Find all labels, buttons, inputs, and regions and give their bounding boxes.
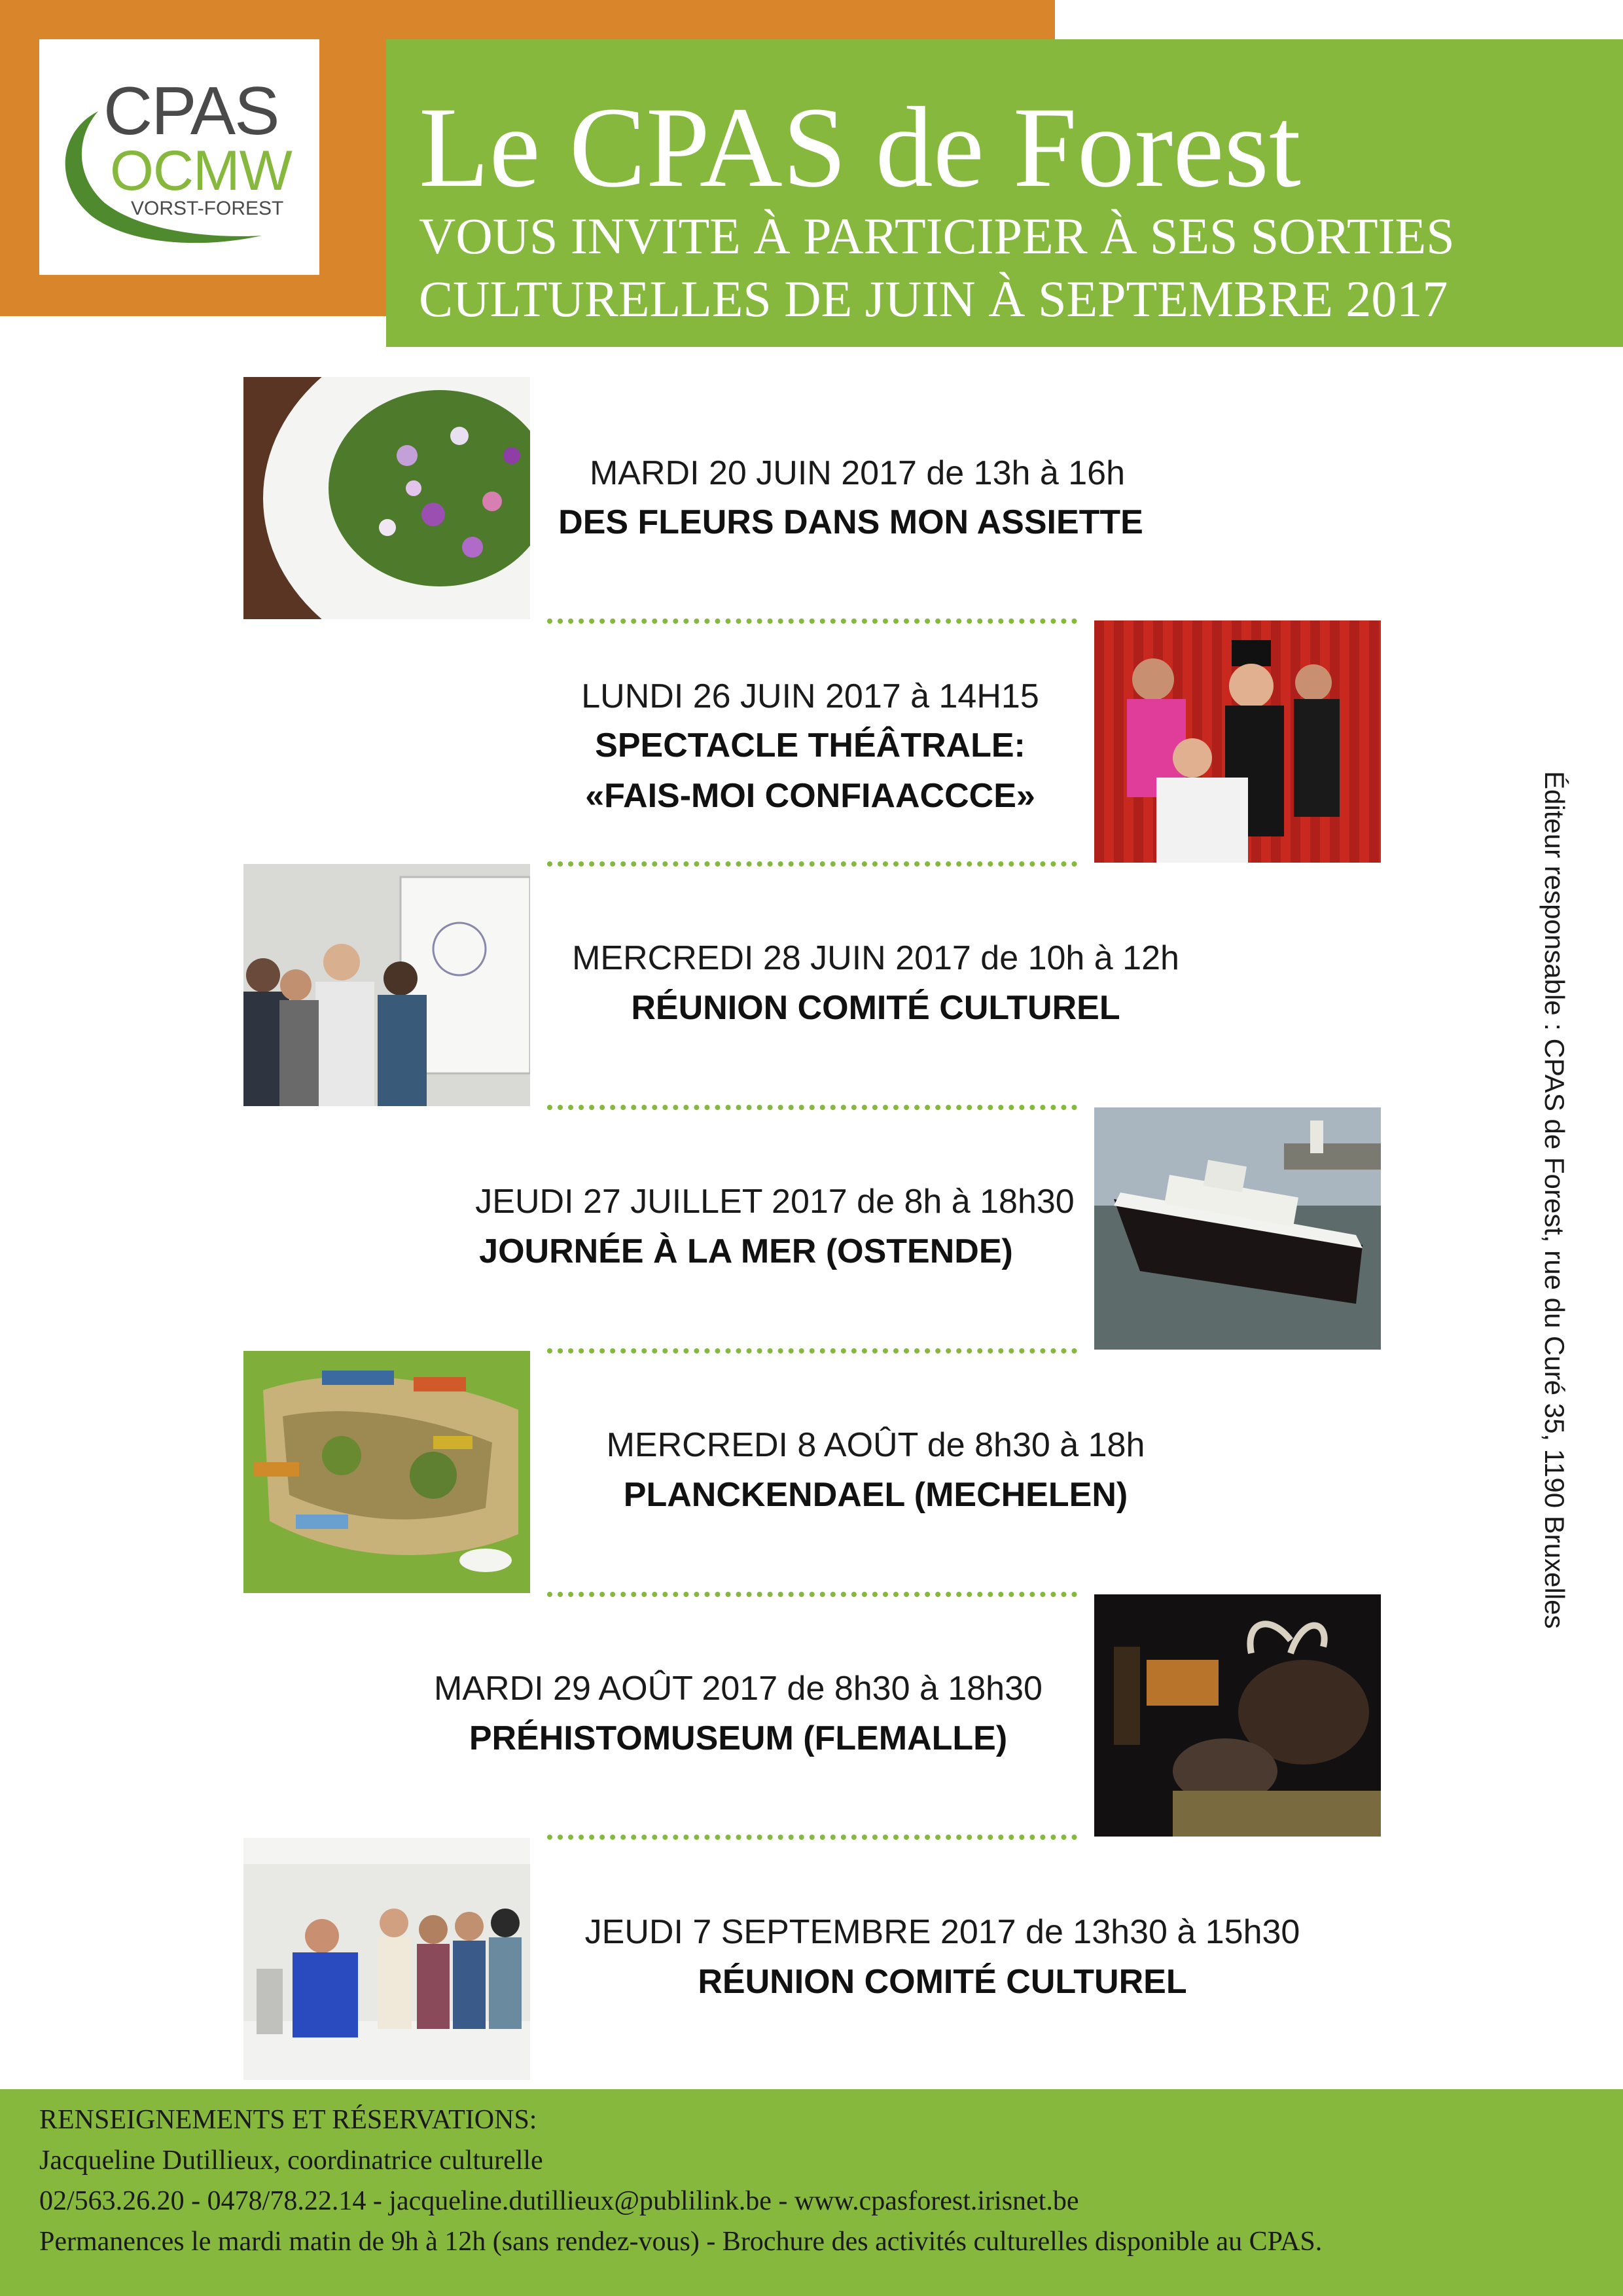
footer-contact-details: 02/563.26.20 - 0478/78.22.14 - jacqueline.dutillieux@publilink.be - www.cpasforest.irisnet.be [39, 2186, 1079, 2216]
publisher-note: Éditeur responsable : CPAS de Forest, rue du Curé 35, 1190 Bruxelles [1539, 771, 1570, 1629]
event-title: RÉUNION COMITÉ CULTUREL [698, 1963, 1187, 2001]
footer-contact-name: Jacqueline Dutillieux, coordinatrice culturelle [39, 2145, 543, 2176]
logo-ocmw-text: OCMW [110, 139, 292, 202]
event-title: JOURNÉE À LA MER (OSTENDE) [479, 1232, 1013, 1270]
dotted-divider [547, 1835, 1077, 1840]
event-date: MARDI 29 AOÛT 2017 de 8h30 à 18h30 [434, 1670, 1043, 1708]
dotted-divider [547, 861, 1077, 867]
event-title-line2: «FAIS-MOI CONFIAACCCE» [585, 777, 1035, 815]
logo-city-text: VORST-FOREST [131, 198, 284, 219]
page-subtitle-line1: VOUS INVITE À PARTICIPER À SES SORTIES [419, 207, 1455, 264]
event-date: MERCREDI 8 AOÛT de 8h30 à 18h [606, 1426, 1145, 1464]
event-date: MARDI 20 JUIN 2017 de 13h à 16h [589, 454, 1126, 492]
dotted-divider [547, 619, 1077, 624]
footer-office-hours: Permanences le mardi matin de 9h à 12h (sans rendez-vous) - Brochure des activités culturelles disponible au CPAS. [39, 2227, 1323, 2257]
group-meeting-photo [243, 1838, 530, 2080]
event-title: RÉUNION COMITÉ CULTUREL [631, 989, 1120, 1027]
event-date: JEUDI 7 SEPTEMBRE 2017 de 13h30 à 15h30 [584, 1913, 1300, 1951]
dotted-divider [547, 1105, 1077, 1110]
dotted-divider [547, 1348, 1077, 1354]
page-subtitle-line2: CULTURELLES DE JUIN À SEPTEMBRE 2017 [419, 270, 1448, 327]
dotted-divider [547, 1592, 1077, 1597]
flower-salad-photo [243, 377, 530, 619]
event-title: PRÉHISTOMUSEUM (FLEMALLE) [469, 1719, 1008, 1757]
footer-heading: RENSEIGNEMENTS ET RÉSERVATIONS: [39, 2105, 537, 2135]
event-date: JEUDI 27 JUILLET 2017 de 8h à 18h30 [475, 1183, 1075, 1221]
theatre-photo [1094, 620, 1381, 863]
page-title: Le CPAS de Forest [419, 84, 1301, 211]
event-title: DES FLEURS DANS MON ASSIETTE [558, 503, 1143, 541]
event-title: PLANCKENDAEL (MECHELEN) [623, 1476, 1128, 1514]
zoo-map-photo [243, 1351, 530, 1593]
logo-cpas-text: CPAS [103, 73, 279, 149]
event-date: MERCREDI 28 JUIN 2017 de 10h à 12h [572, 939, 1179, 977]
boat-photo [1094, 1107, 1381, 1350]
meeting-whiteboard-photo [243, 864, 530, 1106]
event-title: SPECTACLE THÉÂTRALE: [595, 726, 1026, 764]
event-date: LUNDI 26 JUIN 2017 à 14H15 [581, 677, 1039, 715]
museum-photo [1094, 1594, 1381, 1837]
